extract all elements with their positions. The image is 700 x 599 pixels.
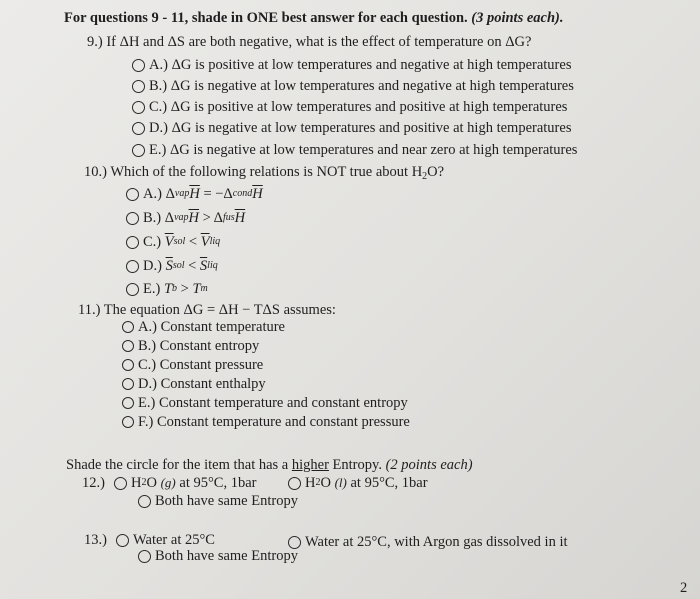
q10-subscript: 2 [422, 171, 428, 182]
q11-option-c[interactable] [122, 356, 263, 374]
formula: O [320, 475, 331, 491]
option-text: ΔG is negative at low temperatures and near zero at high temperatures [169, 142, 578, 158]
conditions: at 95°C, 1bar [350, 475, 428, 491]
answer-circle[interactable] [114, 477, 127, 490]
option-text: Constant temperature and constant pressure [156, 414, 410, 430]
answer-circle[interactable] [122, 340, 134, 352]
answer-circle[interactable] [132, 144, 145, 157]
option-letter: E.) [143, 281, 161, 297]
option-letter: A.) [143, 186, 162, 202]
option-letter: D.) [149, 120, 168, 136]
entropy-instructions [66, 456, 473, 474]
option-letter: C.) [143, 234, 162, 250]
answer-circle[interactable] [122, 378, 134, 390]
answer-circle[interactable] [132, 59, 145, 72]
answer-circle[interactable] [138, 550, 151, 563]
answer-circle[interactable] [122, 397, 134, 409]
page-number: 2 [680, 580, 688, 596]
relation: > [180, 281, 189, 297]
formula: H [131, 475, 142, 491]
answer-circle[interactable] [122, 416, 134, 428]
q9-text: If ΔH and ΔS are both negative, what is the effect of temperature on ΔG? [106, 34, 532, 50]
q11-text: The equation ΔG = ΔH − TΔS assumes: [103, 302, 336, 318]
option-letter: B.) [138, 338, 157, 354]
q10-option-a[interactable] [126, 185, 263, 203]
q10-option-b[interactable] [126, 209, 245, 227]
q11-number: 11.) [78, 302, 101, 318]
option-letter: E.) [149, 142, 167, 158]
option-letter: A.) [149, 57, 168, 73]
q11-option-f[interactable] [122, 413, 410, 431]
q9-option-c[interactable] [132, 98, 567, 116]
formula: H [305, 475, 316, 491]
header-text: For questions 9 - 11, shade in ONE best answer for each question. [64, 10, 468, 26]
option-text: Constant enthalpy [160, 376, 266, 392]
option-letter: B.) [143, 210, 162, 226]
option-letter: F.) [138, 414, 154, 430]
q10-number: 10.) [84, 164, 107, 180]
q12-number: 12.) [82, 475, 105, 491]
temperature: T [192, 281, 201, 297]
relation: = −Δ [203, 186, 233, 202]
q11-option-d[interactable] [122, 375, 266, 393]
q9-option-a[interactable] [132, 56, 571, 74]
option-text: ΔG is positive at low temperatures and negative at high temperatures [171, 57, 572, 73]
molar-volume: $\overline{V}$ [164, 234, 174, 250]
instr-text-end: Entropy. [328, 457, 382, 473]
q9-prompt [87, 33, 531, 51]
option-text: Both have same Entropy [155, 493, 298, 509]
q9-option-d[interactable] [132, 119, 571, 137]
answer-circle[interactable] [126, 260, 139, 273]
formula: O [146, 475, 157, 491]
delta: Δ [164, 210, 175, 226]
relation: < [188, 258, 197, 274]
option-text: ΔG is negative at low temperatures and negative at high temperatures [170, 78, 574, 94]
q12-option-a[interactable] [114, 474, 256, 492]
option-letter: D.) [143, 258, 162, 274]
option-text: ΔG is positive at low temperatures and positive at high temperatures [170, 99, 568, 115]
q12-option-b[interactable] [288, 474, 428, 492]
subscript: m [200, 283, 208, 294]
subscript: sol [173, 236, 186, 247]
subscript: sol [172, 260, 185, 271]
q9-number: 9.) [87, 34, 103, 50]
molar-enthalpy: $\overline{H}$ [188, 210, 200, 226]
answer-circle[interactable] [126, 283, 139, 296]
q9-option-b[interactable] [132, 77, 574, 95]
q13-option-b[interactable] [288, 533, 568, 551]
option-letter: C.) [149, 99, 168, 115]
answer-circle[interactable] [122, 359, 134, 371]
option-text: Water at 25°C, with Argon gas dissolved in it [305, 534, 568, 550]
option-letter: B.) [149, 78, 168, 94]
subscript: liq [207, 260, 218, 271]
answer-circle[interactable] [116, 534, 129, 547]
relation: < [188, 234, 198, 250]
temperature: T [163, 281, 173, 297]
header-points: (3 points each). [471, 10, 564, 26]
option-text: ΔG is negative at low temperatures and positive at high temperatures [171, 120, 572, 136]
answer-circle[interactable] [126, 212, 139, 225]
option-text: Both have same Entropy [155, 548, 298, 564]
relation: > Δ [202, 210, 223, 226]
option-text: Constant entropy [159, 338, 260, 354]
instr-underlined: higher [291, 457, 329, 473]
answer-circle[interactable] [132, 101, 145, 114]
q10-option-e[interactable] [126, 280, 208, 298]
option-letter: D.) [138, 376, 157, 392]
subscript: liq [209, 236, 221, 247]
molar-entropy: $\overline{S}$ [199, 258, 208, 274]
answer-circle[interactable] [126, 236, 139, 249]
subscript: fus [222, 212, 235, 223]
q12-option-c[interactable] [138, 492, 298, 510]
molar-entropy: $\overline{S}$ [165, 258, 173, 274]
option-letter: C.) [138, 357, 157, 373]
molar-enthalpy: $\overline{H}$ [252, 186, 263, 202]
answer-circle[interactable] [288, 477, 301, 490]
instr-text: Shade the circle for the item that has a [66, 457, 292, 473]
option-text: Constant pressure [159, 357, 264, 373]
phase-label: (g) [160, 475, 176, 490]
subscript: cond [232, 188, 253, 199]
subscript: b [172, 283, 178, 294]
q11-option-a[interactable] [122, 318, 285, 336]
delta: Δ [165, 186, 175, 202]
option-text: Constant temperature [160, 319, 285, 335]
phase-label: (l) [334, 475, 347, 490]
subscript: vap [174, 212, 189, 223]
answer-circle[interactable] [138, 495, 151, 508]
section-header [64, 9, 564, 27]
q10-text-end: O? [427, 164, 445, 180]
q11-option-e[interactable] [122, 394, 408, 412]
answer-circle[interactable] [126, 188, 139, 201]
q11-option-b[interactable] [122, 337, 259, 355]
molar-volume: $\overline{V}$ [200, 234, 210, 250]
q13-option-c[interactable] [138, 547, 298, 565]
option-letter: E.) [138, 395, 156, 411]
q10-option-c[interactable] [126, 233, 220, 251]
subscript: 2 [315, 477, 321, 488]
q10-option-d[interactable] [126, 257, 218, 275]
answer-circle[interactable] [122, 321, 134, 333]
option-text: Water at 25°C [133, 532, 215, 548]
option-letter: A.) [138, 319, 157, 335]
q10-prompt [84, 163, 444, 186]
q9-option-e[interactable] [132, 141, 577, 159]
conditions: at 95°C, 1bar [179, 475, 257, 491]
subscript: 2 [141, 477, 147, 488]
answer-circle[interactable] [132, 122, 145, 135]
q13-number: 13.) [84, 532, 107, 548]
subscript: vap [174, 188, 190, 199]
q11-prompt [78, 301, 336, 319]
molar-enthalpy: $\overline{H}$ [189, 186, 200, 202]
q10-text: Which of the following relations is NOT true about H [110, 164, 423, 180]
molar-enthalpy: $\overline{H}$ [234, 210, 246, 226]
option-text: Constant temperature and constant entropy [158, 395, 408, 411]
instr-points: (2 points each) [385, 457, 473, 473]
answer-circle[interactable] [132, 80, 145, 93]
